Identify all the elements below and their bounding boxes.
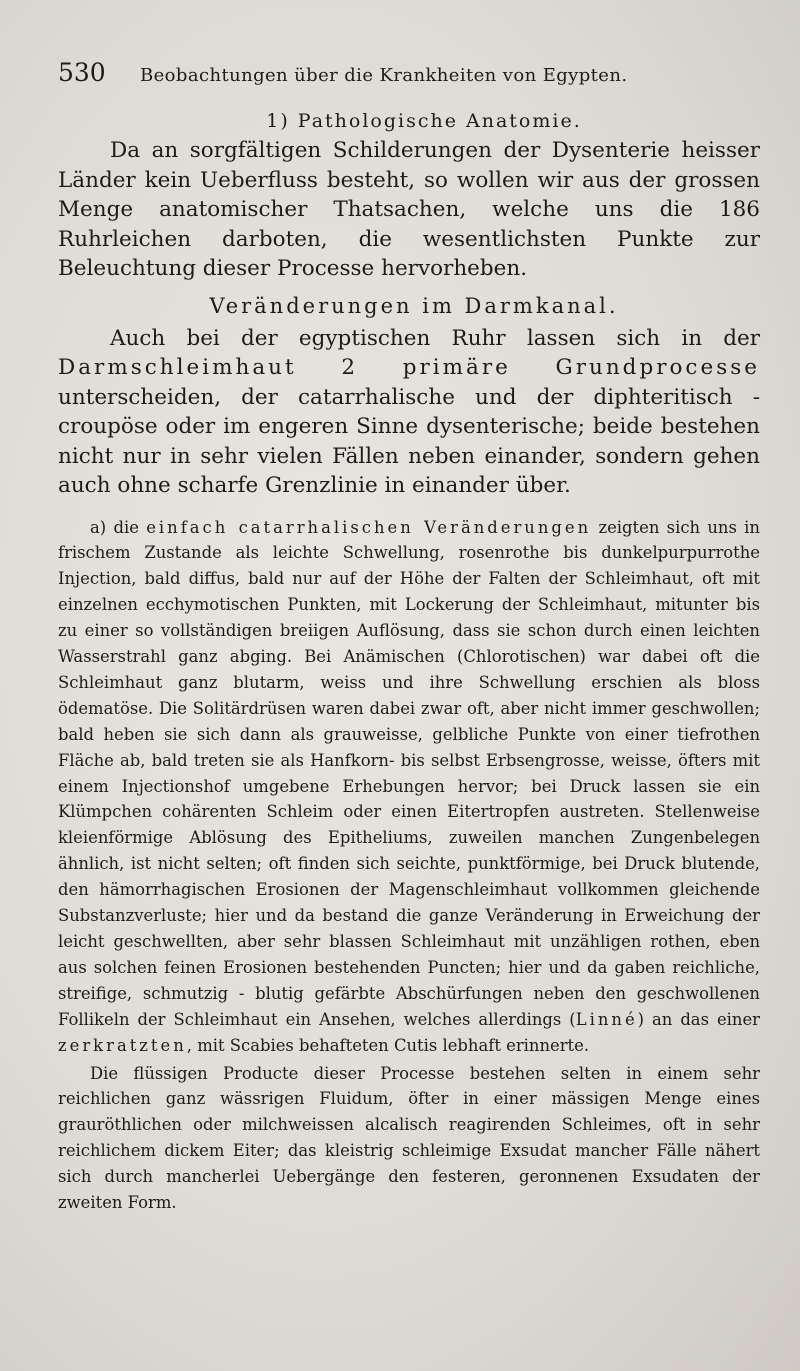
list-label: a) die	[90, 517, 147, 537]
paragraph-text: Auch bei der egyptischen Ruhr lassen sich in der	[110, 325, 760, 351]
paragraph-catarrhal-changes	[58, 515, 760, 1059]
emphasized-term: Darmschleimhaut 2 primäre Grundprocesse	[58, 355, 760, 380]
paragraph-text: ) an das einer	[637, 1009, 760, 1029]
emphasized-term: zerkratzten	[58, 1035, 187, 1055]
small-print-block	[58, 515, 760, 1216]
page-number: 530	[58, 58, 106, 87]
paragraph-fluid-products: Die flüssigen Producte dieser Processe bestehen selten in einem sehr reichlichen ganz wässrigen Fluidum, öfter in einer mässigen Menge eines grauröthlichen oder milchweissen alcalisch reagirenden Schleimes, oft in sehr reichlichem dickem Eiter; das kleistrig schleimige Exsudat mancher Fälle nähert sich durch mancherlei Uebergänge den festeren, geronnenen Exsudaten der zweiten Form.	[58, 1063, 760, 1213]
paragraph-grundprocesse	[58, 324, 760, 501]
paragraph-text: zeigten sich uns in frischem Zustande als leichte Schwellung, rosenrothe bis dunkelpurpurrothe Injection, bald diffus, bald nur auf der Höhe der Falten der Schleimhaut, oft mit einzelnen ecchymotischen Punkten, mit Lockerung der Schleimhaut, mitunter bis zu einer so vollständigen breiigen Auflösung, dass sie schon durch einen leichten Wasserstrahl ganz abging. Bei Anämischen (Chlorotischen) war dabei oft die Schleimhaut ganz blutarm, weiss und ihre Schwellung erschien als bloss ödematöse. Die Solitärdrüsen waren dabei zwar oft, aber nicht immer geschwollen; bald heben sie sich dann als grauweisse, gelbliche Punkte von einer tiefrothen Fläche ab, bald treten sie als Hanfkorn- bis selbst Erbsengrosse, weisse, öfters mit einem Injectionshof umgebene Erhebungen hervor; bei Druck lassen sie ein Klümpchen cohärenten Schleim oder einen Eitertropfen austreten. Stellenweise kleienförmige Ablösung des Epitheliums, zuweilen manchen Zungenbelegen ähnlich, ist nicht selten; oft finden sich seichte, punktförmige, bei Druck blutende, den hämorrhagischen Erosionen der Magenschleimhaut vollkommen gleichende Substanzverluste; hier und da bestand die ganze Veränderung in Erweichung der leicht geschwellten, aber sehr blassen Schleimhaut mit unzähligen rothen, eben aus solchen feinen Erosionen bestehenden Puncten; hier und da gaben reichliche, streifige, schmutzig - blutig gefärbte Abschürfungen neben den geschwollenen Follikeln der Schleimhaut ein Ansehen, welches allerdings (	[58, 517, 760, 1029]
intro-paragraph: Da an sorgfältigen Schilderungen der Dysenterie heisser Länder kein Ueberfluss besteht, so wollen wir aus der grossen Menge anatomischer Thatsachen, welche uns die 186 Ruhrleichen darboten, die wesentlichsten Punkte zur Beleuchtung dieser Processe hervorheben.	[58, 138, 760, 281]
page-header	[58, 58, 760, 102]
emphasized-name: Linné	[575, 1009, 638, 1029]
paragraph-text: , mit Scabies behafteten Cutis lebhaft erinnerte.	[186, 1035, 590, 1055]
running-title: Beobachtungen über die Krankheiten von Egypten.	[140, 65, 628, 86]
section-heading: 1) Pathologische Anatomie.	[266, 110, 582, 132]
emphasized-term: einfach catarrhalischen Veränderungen	[146, 517, 592, 537]
paragraph-text: unterscheiden, der catarrhalische und der diphteritisch - croupöse oder im engeren Sinne dysenterische; beide bestehen nicht nur in sehr vielen Fällen neben einander, sondern gehen auch ohne scharfe Grenzlinie in einander über.	[58, 384, 760, 498]
sub-heading: Veränderungen im Darmkanal.	[209, 293, 619, 318]
